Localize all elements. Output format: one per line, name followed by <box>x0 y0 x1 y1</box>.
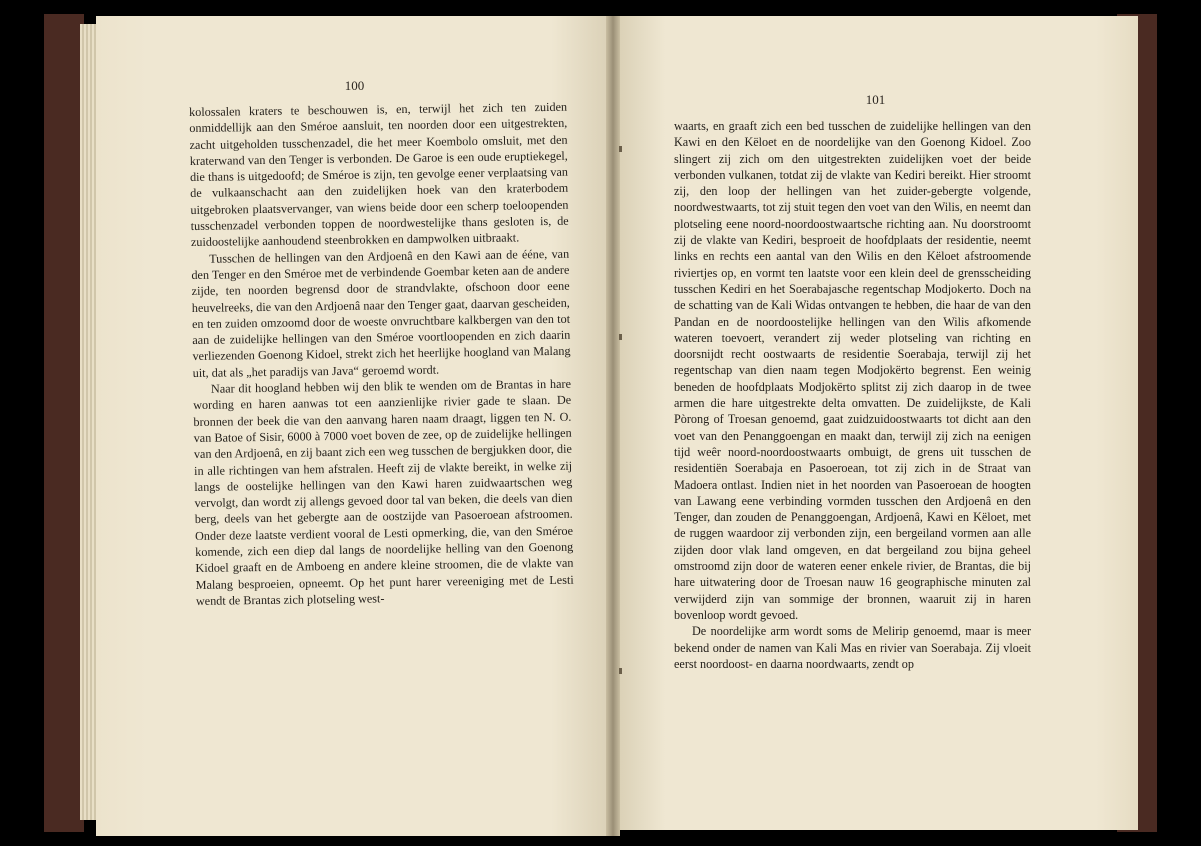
binding-mark <box>619 668 622 674</box>
paragraph: waarts, en graaft zich een bed tusschen de zuidelijke hellingen van den Kawi en den Këloet en de noordelijke van den Goenong Kidoel. Zoo slingert zij zich om den uitgestrekten zuidelijken voet der beide verbonden vulkanen, totdat zij de vlakte van Kediri bereikt. Hier stroomt zij, den loop der hellingen van het zuider-gebergte volgende, noordwestwaarts, tot zij stuit tegen den voet van den Wilis, en neemt dan plotseling eene noord-noordoostwaartsche richting aan. Nu doorstroomt zij de vlakte van Kediri, besproeit de hoofdplaats der residentie, neemt links en rechts een aantal van den Wilis en den Këloet afstroomende riviertjes op, en vormt ten laatste voor een klein deel de grensscheiding tusschen Kediri en het Soerabajasche regentschap Modjokerto. Doch na de schatting van de Kali Widas ontvangen te hebben, die haar de van den Pandan en de noordoostelijke hellingen van den Wilis afkomende wateren toevoert, verandert zij weder plotseling van richting en doorsnijdt recht oostwaarts de residentie Soerabaja, terwijl zij het regentschap van dien naam tegen Modjokërto begrenst. Een weinig beneden de hoofdplaats Modjokërto splitst zij zich daarop in de twee armen die hare uitgestrekte delta omvatten. De zuidelijkste, de Kali Pòrong of Troesan genoemd, gaat zuidzuidoostwaarts tot dicht aan den voet van den Penanggoengan en maakt dan, terwijl zij zich na eenigen tijd weêr noord-noordoostwaarts ombuigt, de grens uit tusschen de residentiën Soerabaja en Pasoeroean, tot zij zich in de Straat van Madoera ontlast. Indien niet in het noorden van Pasoeroean de hoogten van Lawang eene verbinding vormden tusschen den Ardjoenâ en den Tenger, dan zouden de Penanggoengan, Ardjoenâ, Kawi en Këloet, met de ruggen waardoor zij verbonden zijn, een bergeiland vormen aan alle zijden door vlak land omgeven, en dat bergeiland zou bijna geheel omstroomd zijn door de wateren eener enkele rivier, de Brantas, die bij hare uitwatering door de Troesan nauw 16 geographische minuten zal verwijderd zijn van sommige der bronnen, waaruit zij in haren bovenloop wordt gevoed. <box>674 119 1031 622</box>
right-page-body <box>674 118 1031 672</box>
paragraph: De noordelijke arm wordt soms de Melirip genoemd, maar is meer bekend onder de namen van Kali Mas en rivier van Soerabaja. Zij vloeit eerst noordoost- en daarna noordwaarts, zendt op <box>674 624 1031 671</box>
right-page <box>613 16 1138 830</box>
page-number-right: 101 <box>865 92 886 107</box>
page-number-left: 100 <box>344 78 365 93</box>
left-page-body <box>189 99 574 609</box>
binding-mark <box>619 334 622 340</box>
paragraph: Naar dit hoogland hebben wij den blik te wenden om de Brantas in hare wording en haren aanwas tot een aanzienlijke rivier gade te slaan. De bronnen der beek die van den aanvang haren naam draagt, liggen ten N. O. van Batoe of Sisir, 6000 à 7000 voet boven de zee, op de zuidelijke hellingen van den Ardjoenâ, en zij baant zich een weg tusschen de bergjukken door, die in alle richtingen van hem afstralen. Heeft zij de vlakte bereikt, in welke zij langs de oostelijke hellingen van den Kawi haren zuidwaartschen weg vervolgt, dan wordt zij allengs gevoed door tal van beken, die deels van dien berg, deels van het gebergte aan de oostzijde van Pasoeroean afstroomen. Onder deze laatste verdient vooral de Lesti opmerking, die, van den Sméroe komende, zich een diep dal langs de noordelijke helling van den Goenong Kidoel graaft en de Amboeng en andere kleine stroomen, die de vlakte van Malang besproeien, opneemt. Op het punt harer vereeniging met de Lesti wendt de Brantas zich plotseling west- <box>193 376 574 608</box>
book-gutter <box>606 16 620 836</box>
binding-mark <box>619 146 622 152</box>
book-cover-left <box>44 14 84 832</box>
paragraph: kolossalen kraters te beschouwen is, en, terwijl het zich ten zuiden onmiddellijk aan den Sméroe aansluit, ten noorden door een uitgestrekten, zacht uitgeholden tusschenzadel, die het meer Koembolo omsluit, met den kraterwand van den Tenger is verbonden. De Garoe is een oude eruptiekegel, die thans is uitgedoofd; de Sméroe is zijn, ten gevolge eener verplaatsing van de vulkaanschacht aan den zuidelijken hoek van den kraterbodem uitgebroken plaatsvervanger, van wiens beide door een scherp toeloopenden tusschenzadel verbonden toppen de noordwestelijke thans gesloten is, de zuidoostelijke aanhoudend steenbrokken en dampwolken uitbraakt. <box>189 99 569 250</box>
paragraph: Tusschen de hellingen van den Ardjoenâ en den Kawi aan de ééne, van den Tenger en den Sméroe met de verbindende Goembar keten aan de andere zijde, ten noorden begrensd door de strandvlakte, ofschoon door eene heuvelreeks, die van den Ardjoenâ naar den Tenger gaat, daarvan gescheiden, en ten zuiden omzoomd door de woeste onvruchtbare kalkbergen van den tot aan de zuidelijke hellingen van den Sméroe voortloopenden en zich daarin verliezenden Goenong Kidoel, strekt zich het heerlijke hoogland van Malang uit, dat als „het paradijs van Java“ geroemd wordt. <box>191 246 571 380</box>
left-page <box>96 16 613 836</box>
